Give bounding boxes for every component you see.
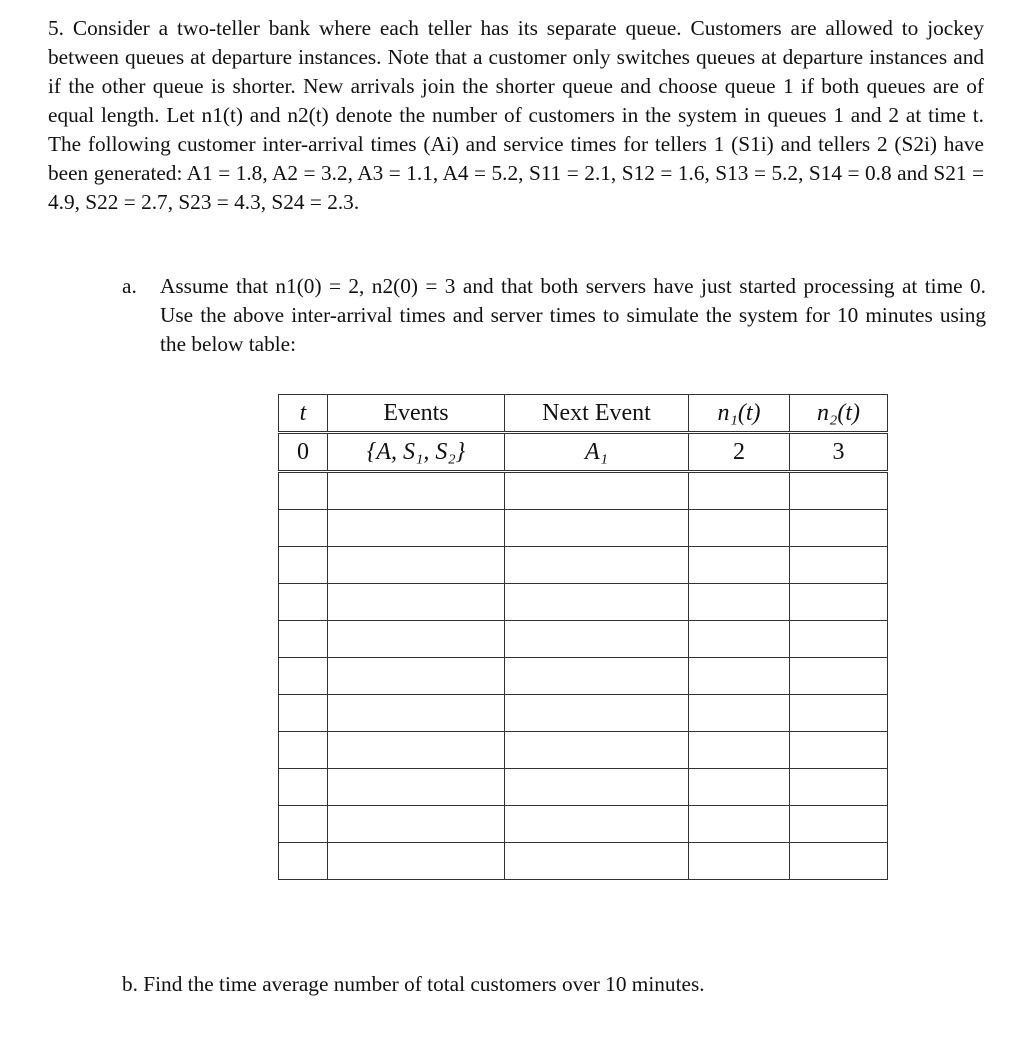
problem-statement: 5. Consider a two-teller bank where each teller has its separate queue. Customers are allowed to jockey between queues at departure instances. Note that a customer only switches queues at departure instances and if the other queue is shorter. New arrivals join the shorter queue and choose queue 1 if both queues are of equal length. Let n1(t) and n2(t) denote the number of customers in the system in queues 1 and 2 at time t. The following customer inter-arrival times (Ai) and service times for tellers 1 (S1i) and tellers 2 (S2i) have been generated: A1 = 1.8, A2 = 3.2, A3 = 1.1, A4 = 5.2, S11 = 2.1, S12 = 1.6, S13 = 5.2, S14 = 0.8 and S21 = 4.9, S22 = 2.7, S23 = 4.3, S24 = 2.3. [48, 16, 984, 214]
table-row [279, 547, 888, 584]
table-row [279, 584, 888, 621]
header-n2: n₂(t) [790, 395, 888, 433]
table-row [279, 433, 888, 472]
header-next-event: Next Event [505, 395, 689, 433]
header-n1: n₁(t) [689, 395, 790, 433]
table-row [279, 658, 888, 695]
header-t: t [279, 395, 328, 433]
cell-t: 0 [279, 433, 328, 472]
part-b-text: b. Find the time average number of total customers over 10 minutes. [122, 972, 705, 996]
part-a [122, 272, 986, 359]
table-row [279, 843, 888, 880]
cell-n1: 2 [689, 433, 790, 472]
header-events: Events [328, 395, 505, 433]
table-row [279, 510, 888, 547]
table-row [279, 621, 888, 658]
table-row [279, 695, 888, 732]
table-row [279, 806, 888, 843]
table-header-row [279, 395, 888, 433]
cell-n2: 3 [790, 433, 888, 472]
cell-next-event: A₁ [505, 433, 689, 472]
table-row [279, 472, 888, 510]
table-row [279, 732, 888, 769]
table-row [279, 769, 888, 806]
cell-events: {A, S₁, S₂} [328, 433, 505, 472]
part-a-text: Assume that n1(0) = 2, n2(0) = 3 and that both servers have just started processing at time 0. Use the above inter-arrival times and server times to simulate the system for 10 minutes using the below table: [160, 274, 986, 356]
simulation-table [278, 394, 888, 880]
part-a-label: a. [122, 274, 137, 298]
